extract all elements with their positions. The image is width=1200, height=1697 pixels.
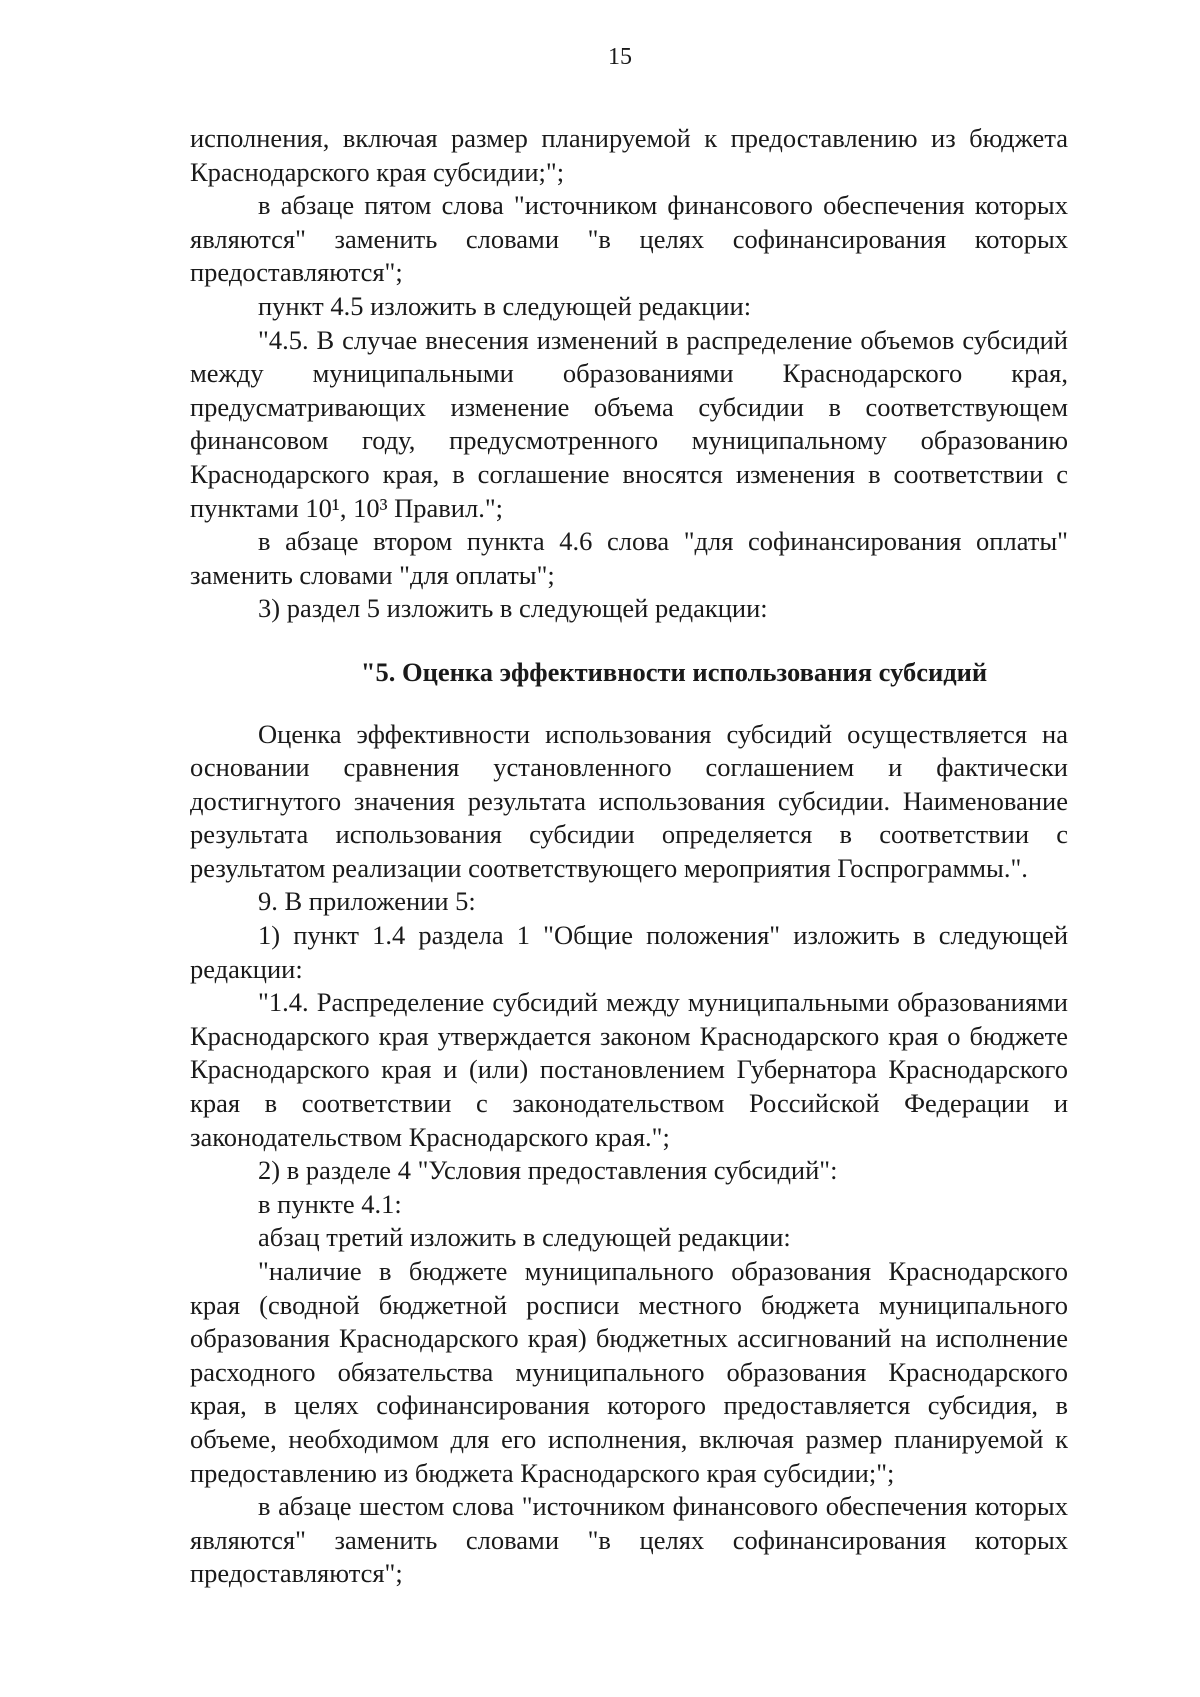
section-heading: "5. Оценка эффективности использования субсидий <box>360 656 988 687</box>
paragraph-2: в абзаце пятом слова "источником финансового обеспечения которых являются" заменить словами "в целях софинансирования которых предоставляются"; <box>190 190 1068 288</box>
paragraph-6: 3) раздел 5 изложить в следующей редакции: <box>258 593 768 624</box>
paragraph-9: 1) пункт 1.4 раздела 1 "Общие положения" изложить в следующей редакции: <box>190 920 1068 984</box>
paragraph-13: абзац третий изложить в следующей редакции: <box>258 1222 791 1253</box>
paragraph-14: "наличие в бюджете муниципального образования Краснодарского края (сводной бюджетной росписи местного бюджета муниципального образования Краснодарского края) бюджетных ассигнований на исполнение расходного обязательства муниципального образования Краснодарского края, в целях софинансирования которого предоставляется субсидия, в объеме, необходимом для его исполнения, включая размер планируемой к предоставлению из бюджета Краснодарского края субсидии;"; <box>190 1256 1068 1488</box>
paragraph-1: исполнения, включая размер планируемой к предоставлению из бюджета Краснодарского края субсидии;"; <box>190 123 1068 187</box>
paragraph-15: в абзаце шестом слова "источником финансового обеспечения которых являются" заменить словами "в целях софинансирования которых предоставляются"; <box>190 1491 1068 1589</box>
page-number: 15 <box>608 44 632 70</box>
paragraph-10: "1.4. Распределение субсидий между муниципальными образованиями Краснодарского края утверждается законом Краснодарского края о бюджете Краснодарского края и (или) постановлением Губернатора Краснодарского края в соответствии с законодательством Российской Федерации и законодательством Краснодарского края."; <box>190 987 1068 1152</box>
paragraph-4: "4.5. В случае внесения изменений в распределение объемов субсидий между муниципальными образованиями Краснодарского края, предусматривающих изменение объема субсидии в соответствующем финансовом году, предусмотренного муниципальному образованию Краснодарского края, в соглашение вносятся изменения в соответствии с пунктами 10¹, 10³ Правил."; <box>190 324 1068 523</box>
paragraph-11: 2) в разделе 4 "Условия предоставления субсидий": <box>258 1155 838 1186</box>
paragraph-8: 9. В приложении 5: <box>258 886 476 917</box>
paragraph-3: пункт 4.5 изложить в следующей редакции: <box>258 290 752 321</box>
paragraph-12: в пункте 4.1: <box>258 1188 402 1219</box>
paragraph-5: в абзаце втором пункта 4.6 слова "для софинансирования оплаты" заменить словами "для оплаты"; <box>190 526 1068 590</box>
document-body <box>190 122 1068 1591</box>
paragraph-7: Оценка эффективности использования субсидий осуществляется на основании сравнения установленного соглашением и фактически достигнутого значения результата использования субсидии. Наименование результата использования субсидии определяется в соответствии с результатом реализации соответствующего мероприятия Госпрограммы.". <box>190 718 1068 883</box>
